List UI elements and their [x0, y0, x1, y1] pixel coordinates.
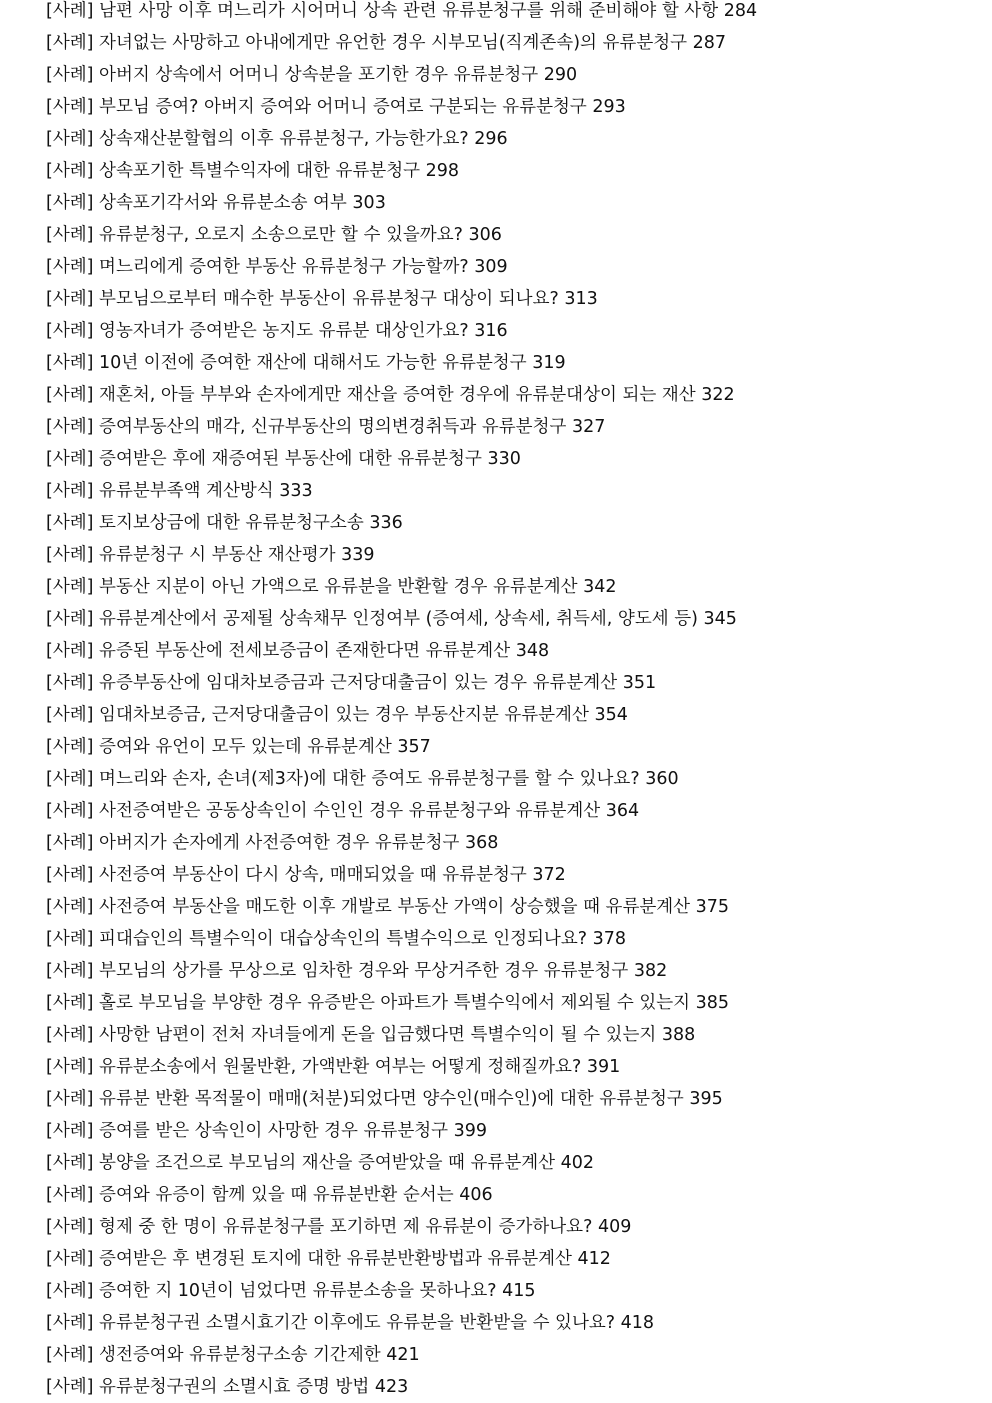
case-tag: [사례] — [46, 129, 94, 149]
case-tag: [사례] — [46, 513, 94, 533]
entry-title: 영농자녀가 증여받은 농지도 유류분 대상인가요? — [99, 321, 469, 341]
page-number: 309 — [474, 257, 508, 277]
toc-entry — [46, 219, 976, 251]
case-tag: [사례] — [46, 417, 94, 437]
toc-entry — [46, 59, 976, 91]
entry-title: 증여를 받은 상속인이 사망한 경우 유류분청구 — [99, 1121, 449, 1141]
page-number: 339 — [341, 545, 375, 565]
case-tag: [사례] — [46, 641, 94, 661]
case-tag: [사례] — [46, 65, 94, 85]
toc-entry — [46, 699, 976, 731]
case-tag: [사례] — [46, 929, 94, 949]
case-tag: [사례] — [46, 1089, 94, 1109]
page-number: 296 — [474, 129, 508, 149]
entry-title: 며느리와 손자, 손녀(제3자)에 대한 증여도 유류분청구를 할 수 있나요? — [99, 769, 640, 789]
case-tag: [사례] — [46, 577, 94, 597]
page-number: 333 — [279, 481, 313, 501]
entry-title: 피대습인의 특별수익이 대습상속인의 특별수익으로 인정되나요? — [99, 929, 588, 949]
case-tag: [사례] — [46, 161, 94, 181]
page-number: 360 — [645, 769, 679, 789]
entry-title: 아버지 상속에서 어머니 상속분을 포기한 경우 유류분청구 — [99, 65, 539, 85]
toc-entry — [46, 0, 976, 27]
toc-entry — [46, 891, 976, 923]
entry-title: 사전증여 부동산을 매도한 이후 개발로 부동산 가액이 상승했을 때 유류분계산 — [99, 897, 691, 917]
case-tag: [사례] — [46, 225, 94, 245]
page-number: 319 — [532, 353, 566, 373]
toc-entry — [46, 1051, 976, 1083]
toc-entry — [46, 283, 976, 315]
entry-title: 자녀없는 사망하고 아내에게만 유언한 경우 시부모님(직계존속)의 유류분청구 — [99, 33, 688, 53]
toc-entry — [46, 347, 976, 379]
entry-title: 10년 이전에 증여한 재산에 대해서도 가능한 유류분청구 — [99, 353, 527, 373]
case-tag: [사례] — [46, 1281, 94, 1301]
entry-title: 부모님 증여? 아버지 증여와 어머니 증여로 구분되는 유류분청구 — [99, 97, 587, 117]
toc-entry — [46, 859, 976, 891]
toc-entry — [46, 123, 976, 155]
case-tag: [사례] — [46, 705, 94, 725]
page-number: 290 — [543, 65, 578, 85]
case-tag: [사례] — [46, 1, 94, 21]
toc-entry — [46, 1115, 976, 1147]
page-number: 391 — [586, 1057, 621, 1077]
page-number: 322 — [701, 385, 735, 405]
entry-title: 유증된 부동산에 전세보증금이 존재한다면 유류분계산 — [99, 641, 511, 661]
entry-title: 형제 중 한 명이 유류분청구를 포기하면 제 유류분이 증가하나요? — [99, 1217, 593, 1237]
case-tag: [사례] — [46, 257, 94, 277]
page-number: 382 — [633, 961, 668, 981]
entry-title: 유류분청구권의 소멸시효 증명 방법 — [99, 1377, 370, 1397]
toc-entry — [46, 763, 976, 795]
toc-entry — [46, 635, 976, 667]
entry-title: 상속포기한 특별수익자에 대한 유류분청구 — [99, 161, 421, 181]
case-tag: [사례] — [46, 1377, 94, 1397]
case-tag: [사례] — [46, 97, 94, 117]
entry-title: 증여한 지 10년이 넘었다면 유류분소송을 못하나요? — [99, 1281, 497, 1301]
case-tag: [사례] — [46, 737, 94, 757]
toc-entry — [46, 667, 976, 699]
toc-entry — [46, 795, 976, 827]
toc-entry — [46, 923, 976, 955]
page-number: 388 — [661, 1025, 696, 1045]
toc-entry — [46, 443, 976, 475]
toc-entry — [46, 1275, 976, 1307]
case-tag: [사례] — [46, 673, 94, 693]
entry-title: 생전증여와 유류분청구소송 기간제한 — [99, 1345, 381, 1365]
toc-entry — [46, 187, 976, 219]
case-tag: [사례] — [46, 1025, 94, 1045]
case-tag: [사례] — [46, 1313, 94, 1333]
case-tag: [사례] — [46, 865, 94, 885]
page-number: 342 — [583, 577, 617, 597]
page-number: 385 — [695, 993, 730, 1013]
page-number: 345 — [703, 609, 737, 629]
case-tag: [사례] — [46, 1217, 94, 1237]
toc-entry — [46, 507, 976, 539]
entry-title: 부모님의 상가를 무상으로 임차한 경우와 무상거주한 경우 유류분청구 — [99, 961, 629, 981]
toc-entry — [46, 1147, 976, 1179]
entry-title: 아버지가 손자에게 사전증여한 경우 유류분청구 — [99, 833, 460, 853]
case-tag: [사례] — [46, 961, 94, 981]
toc-entry — [46, 571, 976, 603]
entry-title: 유류분부족액 계산방식 — [99, 481, 274, 501]
case-tag: [사례] — [46, 993, 94, 1013]
toc-entry — [46, 1211, 976, 1243]
entry-title: 부동산 지분이 아닌 가액으로 유류분을 반환할 경우 유류분계산 — [99, 577, 578, 597]
page-number: 368 — [464, 833, 499, 853]
entry-title: 홀로 부모님을 부양한 경우 유증받은 아파트가 특별수익에서 제외될 수 있는지 — [99, 993, 691, 1013]
page-number: 421 — [386, 1345, 420, 1365]
case-tag: [사례] — [46, 609, 94, 629]
page-number: 313 — [564, 289, 598, 309]
toc-entry — [46, 731, 976, 763]
entry-title: 사망한 남편이 전처 자녀들에게 돈을 입금했다면 특별수익이 될 수 있는지 — [99, 1025, 657, 1045]
entry-title: 증여부동산의 매각, 신규부동산의 명의변경취득과 유류분청구 — [99, 417, 567, 437]
page-number: 412 — [577, 1249, 611, 1269]
toc-entry — [46, 155, 976, 187]
entry-title: 봉양을 조건으로 부모님의 재산을 증여받았을 때 유류분계산 — [99, 1153, 556, 1173]
entry-title: 유류분계산에서 공제될 상속채무 인정여부 (증여세, 상속세, 취득세, 양도세 등) — [99, 609, 698, 629]
page-number: 409 — [597, 1217, 632, 1237]
page-number: 306 — [468, 225, 502, 245]
page-number: 316 — [474, 321, 508, 341]
entry-title: 재혼처, 아들 부부와 손자에게만 재산을 증여한 경우에 유류분대상이 되는 재산 — [99, 385, 696, 405]
page-number: 303 — [352, 193, 386, 213]
toc-entry — [46, 1371, 976, 1403]
page-number: 357 — [397, 737, 431, 757]
entry-title: 유류분청구, 오로지 소송으로만 할 수 있을까요? — [99, 225, 463, 245]
toc-entry — [46, 1307, 976, 1339]
case-tag: [사례] — [46, 1057, 94, 1077]
page-number: 336 — [369, 513, 403, 533]
page-number: 378 — [592, 929, 627, 949]
toc-entry — [46, 955, 976, 987]
case-tag: [사례] — [46, 321, 94, 341]
case-tag: [사례] — [46, 545, 94, 565]
case-tag: [사례] — [46, 385, 94, 405]
page-number: 406 — [459, 1185, 493, 1205]
entry-title: 토지보상금에 대한 유류분청구소송 — [99, 513, 364, 533]
page-number: 327 — [571, 417, 606, 437]
entry-title: 유류분청구권 소멸시효기간 이후에도 유류분을 반환받을 수 있나요? — [99, 1313, 616, 1333]
case-tag: [사례] — [46, 481, 94, 501]
entry-title: 증여와 유언이 모두 있는데 유류분계산 — [99, 737, 392, 757]
entry-title: 증여받은 후에 재증여된 부동산에 대한 유류분청구 — [99, 449, 482, 469]
entry-title: 증여와 유증이 함께 있을 때 유류분반환 순서는 — [99, 1185, 454, 1205]
entry-title: 사전증여 부동산이 다시 상속, 매매되었을 때 유류분청구 — [99, 865, 527, 885]
page-number: 402 — [560, 1153, 595, 1173]
toc-entry — [46, 603, 976, 635]
page-number: 330 — [487, 449, 521, 469]
toc-entry — [46, 987, 976, 1019]
toc-entry — [46, 91, 976, 123]
toc-entry — [46, 1019, 976, 1051]
entry-title: 임대차보증금, 근저당대출금이 있는 경우 부동산지분 유류분계산 — [99, 705, 589, 725]
entry-title: 상속포기각서와 유류분소송 여부 — [99, 193, 347, 213]
toc-entry — [46, 379, 976, 411]
case-tag: [사례] — [46, 449, 94, 469]
toc-entry — [46, 1179, 976, 1211]
page-number: 293 — [592, 97, 626, 117]
toc-entry — [46, 1083, 976, 1115]
toc-entry — [46, 475, 976, 507]
toc-entry — [46, 27, 976, 59]
page-number: 395 — [689, 1089, 723, 1109]
entry-title: 유류분 반환 목적물이 매매(처분)되었다면 양수인(매수인)에 대한 유류분청구 — [99, 1089, 684, 1109]
page-number: 375 — [695, 897, 730, 917]
toc-entry — [46, 411, 976, 443]
page-number: 364 — [605, 801, 640, 821]
case-tag: [사례] — [46, 769, 94, 789]
page-number: 351 — [622, 673, 657, 693]
case-tag: [사례] — [46, 193, 94, 213]
toc-entry — [46, 251, 976, 283]
entry-title: 유류분소송에서 원물반환, 가액반환 여부는 어떻게 정해질까요? — [99, 1057, 582, 1077]
page-number: 348 — [515, 641, 550, 661]
page-number: 399 — [453, 1121, 488, 1141]
entry-title: 며느리에게 증여한 부동산 유류분청구 가능할까? — [99, 257, 469, 277]
case-tag: [사례] — [46, 289, 94, 309]
page-number: 423 — [374, 1377, 409, 1397]
entry-title: 상속재산분할협의 이후 유류분청구, 가능한가요? — [99, 129, 469, 149]
case-tag: [사례] — [46, 801, 94, 821]
entry-title: 남편 사망 이후 며느리가 시어머니 상속 관련 유류분청구를 위해 준비해야 할 사항 — [99, 1, 719, 21]
table-of-contents — [46, 0, 976, 1403]
entry-title: 증여받은 후 변경된 토지에 대한 유류분반환방법과 유류분계산 — [99, 1249, 572, 1269]
case-tag: [사례] — [46, 1249, 94, 1269]
page-number: 372 — [532, 865, 566, 885]
page-number: 354 — [594, 705, 628, 725]
case-tag: [사례] — [46, 833, 94, 853]
page-number: 298 — [425, 161, 460, 181]
entry-title: 유증부동산에 임대차보증금과 근저당대출금이 있는 경우 유류분계산 — [99, 673, 618, 693]
entry-title: 사전증여받은 공동상속인이 수인인 경우 유류분청구와 유류분계산 — [99, 801, 601, 821]
case-tag: [사례] — [46, 1121, 94, 1141]
case-tag: [사례] — [46, 353, 94, 373]
case-tag: [사례] — [46, 1153, 94, 1173]
page-number: 418 — [620, 1313, 655, 1333]
entry-title: 유류분청구 시 부동산 재산평가 — [99, 545, 336, 565]
case-tag: [사례] — [46, 33, 94, 53]
case-tag: [사례] — [46, 1345, 94, 1365]
toc-entry — [46, 1243, 976, 1275]
toc-entry — [46, 827, 976, 859]
toc-entry — [46, 315, 976, 347]
page-number: 415 — [502, 1281, 536, 1301]
toc-entry — [46, 539, 976, 571]
toc-entry — [46, 1339, 976, 1371]
case-tag: [사례] — [46, 897, 94, 917]
case-tag: [사례] — [46, 1185, 94, 1205]
page-number: 287 — [692, 33, 727, 53]
entry-title: 부모님으로부터 매수한 부동산이 유류분청구 대상이 되나요? — [99, 289, 559, 309]
page-number: 284 — [723, 1, 758, 21]
